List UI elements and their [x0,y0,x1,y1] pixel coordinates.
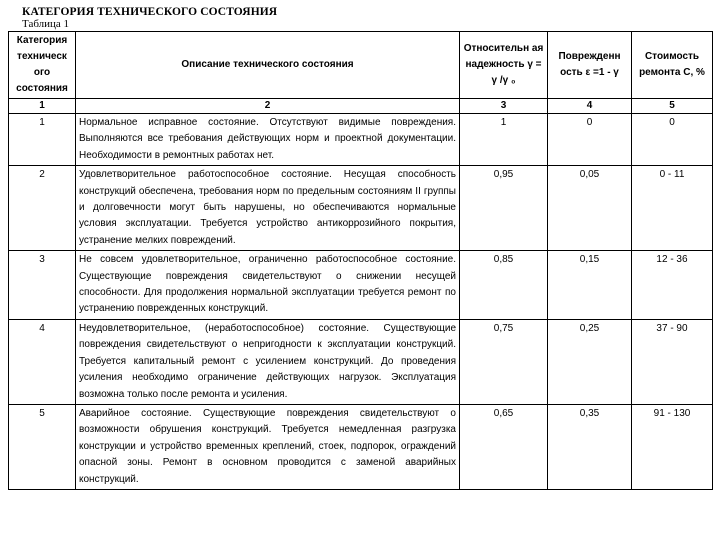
cell-category: 3 [9,251,76,320]
table-row [9,166,713,251]
cell-description: Неудовлетворительное, (неработоспособное) состояние. Существующие повреждения свидетельствуют о непригодности к эксплуатации конструкций. Требуется капитальный ремонт с усилением конструкций. До проведения усиления необходимо ограничение действующих нагрузок. Эксплуатация возможна только после ремонта и усиления. [76,319,460,404]
condition-category-table [8,31,713,490]
column-number: 3 [460,99,548,114]
column-number: 2 [76,99,460,114]
cell-cost: 12 - 36 [632,251,713,320]
cell-reliability: 0,85 [460,251,548,320]
cell-damage: 0,05 [548,166,632,251]
cell-reliability: 0,75 [460,319,548,404]
table-row [9,251,713,320]
table-row [9,404,713,489]
cell-damage: 0,15 [548,251,632,320]
cell-cost: 37 - 90 [632,319,713,404]
header-category: Категория техническ ого состояния [9,32,76,99]
cell-damage: 0,35 [548,404,632,489]
table-caption: Таблица 1 [22,18,70,30]
cell-category: 2 [9,166,76,251]
cell-damage: 0,25 [548,319,632,404]
cell-damage: 0 [548,114,632,166]
column-number: 5 [632,99,713,114]
cell-reliability: 0,65 [460,404,548,489]
header-description: Описание технического состояния [76,32,460,99]
table-row [9,114,713,166]
cell-category: 4 [9,319,76,404]
cell-description: Удовлетворительное работоспособное состояние. Несущая способность конструкций обеспечена, требования норм по предельным состояниям II группы и долговечности могут быть нарушены, но обеспечиваются нормальные условия эксплуатации. Требуется устройство антикоррозийного покрытия, устранение мелких повреждений. [76,166,460,251]
cell-reliability: 0,95 [460,166,548,251]
header-reliability: Относительн ая надежность γ = γ /γ ₀ [460,32,548,99]
cell-cost: 0 - 11 [632,166,713,251]
header-row [9,32,713,99]
page-title: КАТЕГОРИЯ ТЕХНИЧЕСКОГО СОСТОЯНИЯ [22,6,278,18]
cell-category: 5 [9,404,76,489]
cell-description: Не совсем удовлетворительное, ограниченно работоспособное состояние. Существующие повреждения свидетельствуют о снижении несущей способности. Для продолжения нормальной эксплуатации требуется ремонт по устранению поврежденных конструкций. [76,251,460,320]
column-number-row [9,99,713,114]
cell-cost: 91 - 130 [632,404,713,489]
cell-reliability: 1 [460,114,548,166]
column-number: 4 [548,99,632,114]
cell-category: 1 [9,114,76,166]
column-number: 1 [9,99,76,114]
cell-description: Аварийное состояние. Существующие повреждения свидетельствуют о возможности обрушения конструкций. Требуется немедленная разгрузка конструкции и устройство временных креплений, стоек, подпорок, ограждений опасной зоны. Ремонт в основном проводится с заменой аварийных конструкций. [76,404,460,489]
header-cost: Стоимость ремонта С, % [632,32,713,99]
cell-description: Нормальное исправное состояние. Отсутствуют видимые повреждения. Выполняются все требования действующих норм и проектной документации. Необходимости в ремонтных работах нет. [76,114,460,166]
header-damage: Поврежденн ость ε =1 - γ [548,32,632,99]
table-row [9,319,713,404]
cell-cost: 0 [632,114,713,166]
